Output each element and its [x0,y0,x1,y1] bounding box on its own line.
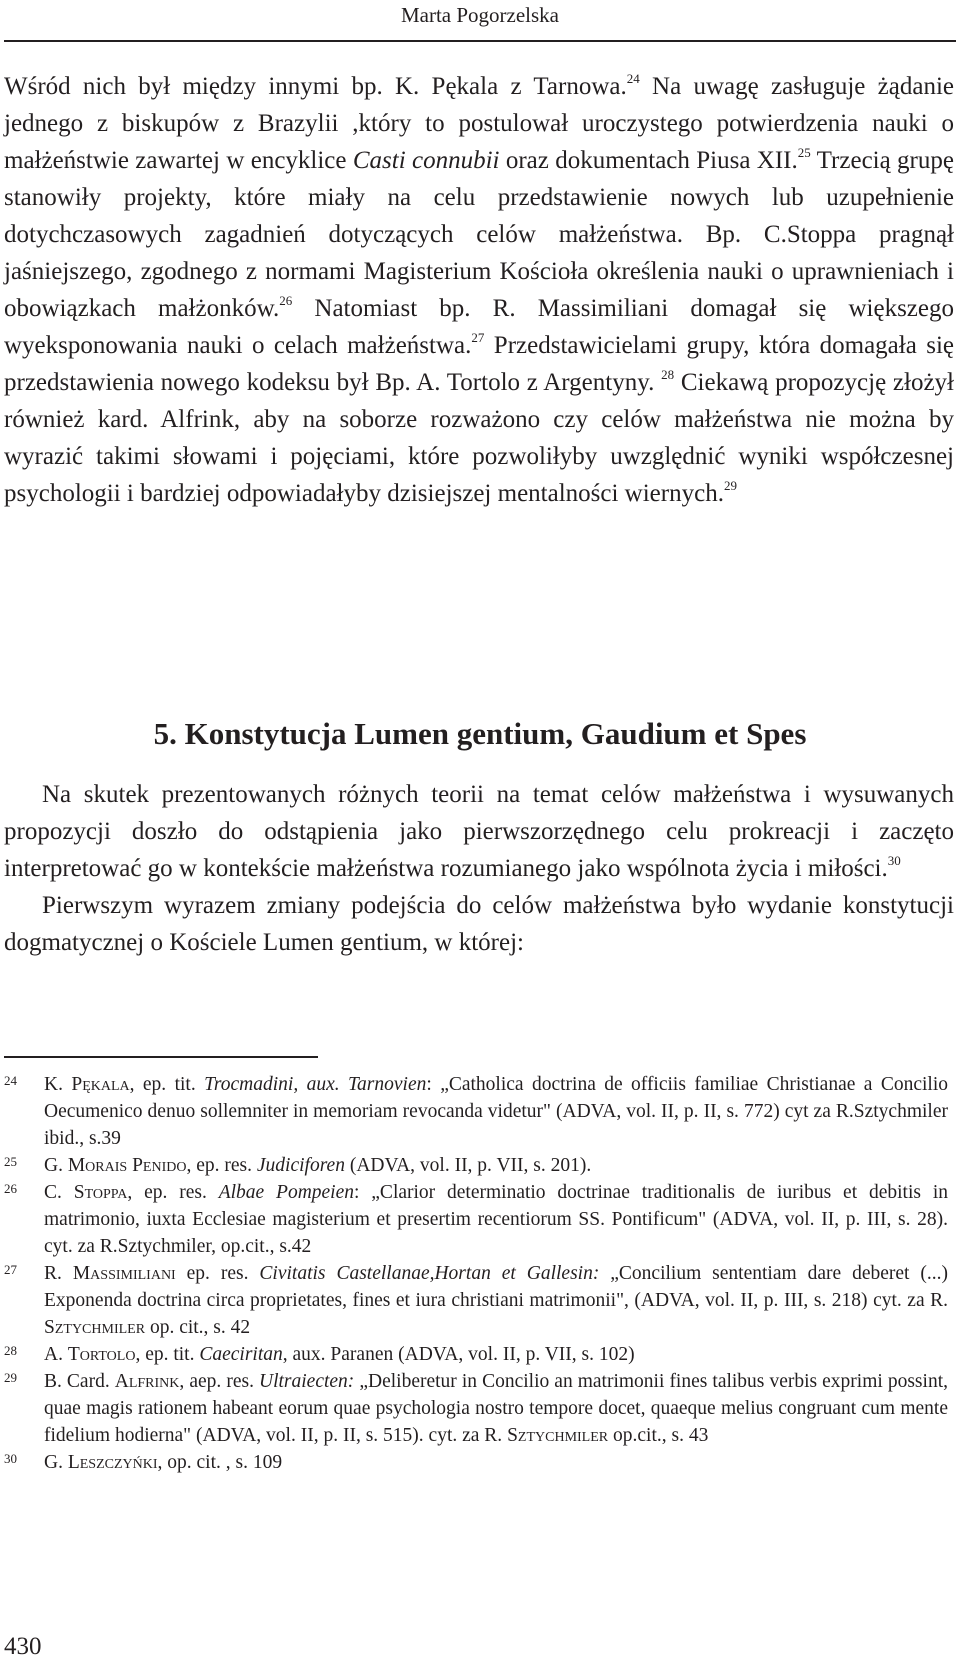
footnote-ref[interactable]: 25 [797,145,811,160]
section-paragraph: Pierwszym wyrazem zmiany podejścia do celów małżeństwa było wydanie konstytucji dogmatycznej o Kościele Lumen gentium, w której: [4,892,954,956]
footnote-29: 29 B. Card. Alfrink, aep. res. Ultraiecten: „Deliberetur in Concilio an matrimonii fines talibus verbis exprimi possint, quae magis rationem habeant eorum quae psychologia nostro tempore docet, quaeque melius congruant cum mente fidelium hodierna" (ADVA, vol. II, p. II, s. 515). cyt. za R. Sztychmiler op.cit., s. 43 [4,1370,948,1446]
footnote-ref[interactable]: 24 [626,71,640,86]
section-heading: 5. Konstytucja Lumen gentium, Gaudium et Spes [153,716,807,751]
main-text [4,68,954,512]
footnote-ref[interactable]: 28 [661,367,675,382]
footnote-number: 26 [4,1181,17,1196]
footnote-30: 30 G. Leszczyńki, op. cit. , s. 109 [4,1451,283,1473]
footnote-number: 27 [4,1262,17,1277]
page-header [0,0,960,46]
footnote-number: 25 [4,1154,17,1169]
page-number: 430 [4,1633,42,1660]
footnote-ref[interactable]: 27 [471,330,485,345]
footnote-25: 25 G. Morais Penido, ep. res. Judiciforen (ADVA, vol. II, p. VII, s. 201). [4,1154,592,1176]
footnote-number: 29 [4,1370,17,1385]
section-text [4,776,954,961]
footnote-27: 27 R. Massimiliani ep. res. Civitatis Castellanae,Hortan et Gallesin: „Concilium sententiam dare deberet (...) Exponenda doctrina circa proprietates, fines et iura christiani matrimonii", (ADVA, vol. II, p. III, s. 218) cyt. za R. Sztychmiler op. cit., s. 42 [4,1262,948,1338]
footnote-ref[interactable]: 29 [723,478,737,493]
footnote-number: 30 [4,1451,17,1466]
running-head: Marta Pogorzelska [400,3,560,27]
footnote-ref[interactable]: 30 [887,853,901,868]
footnote-28: 28 A. Tortolo, ep. tit. Caeciritan, aux. Paranen (ADVA, vol. II, p. VII, s. 102) [4,1343,635,1365]
header-rule [4,40,956,42]
body-paragraph: Wśród nich był między innymi bp. K. Pękala z Tarnowa.$^{24}$ Na uwagę zasługuje żądanie jednego z biskupów z Brazylii ,który to postulował uroczystego potwierdzenia nauki o małżeństwie zawartej w encyklice Casti connubii oraz dokumentach Piusa XII.$^{25}$ Trzecią grupę stanowiły projekty, które miały na celu przedstawienie nowych lub uzupełnienie dotychczasowych zagadnień dotyczących celów małżeństwa. Bp. C.Stoppa pragnął jaśniejszego, zgodnego z normami Magisterium Kościoła określenia nauki o uprawnieniach i obowiązkach małżonków.$^{26}$ Natomiast bp. R. Massimiliani domagał się większego wyeksponowania nauki o celach małżeństwa.$^{27}$ Przedstawicielami grupy, która domagała się przedstawienia nowego kodeksu był Bp. A. Tortolo z Argentyny. $^{28}$ Ciekawą propozycję złożył również kard. Alfrink, aby na soborze rozważono czy celów małżeństwa nie można by wyrazić takimi słowami i pojęciami, które pozwoliłyby uwzględnić wyniki współczesnej psychologii i bardziej odpowiadałyby dzisiejszej mentalności wiernych.$^{29}$ [4,71,955,507]
footnote-26: 26 C. Stoppa, ep. res. Albae Pompeien: „Clarior determinatio doctrinae traditionalis de iuribus et debitis in matrimonio, iuxta Ecclesiae magisterium et presertim recentiorum SS. Pontificum" (ADVA, vol. II, p. III, s. 28). cyt. za R.Sztychmiler, op.cit., s.42 [4,1181,948,1257]
section-paragraph: Na skutek prezentowanych różnych teorii na temat celów małżeństwa i wysuwanych propozycji doszło do odstąpienia jako pierwszorzędnego celu prokreacji i zaczęto interpretować go w kontekście małżeństwa rozumianego jako wspólnota życia i miłości.$^{30}$ [4,781,954,882]
footnotes [4,1071,948,1476]
footnote-24: 24 K. Pękala, ep. tit. Trocmadini, aux. Tarnovien: „Catholica doctrina de officiis familiae Christianae a Concilio Oecumenico denuo sollemniter in memoriam revocanda videtur" (ADVA, vol. II, p. II, s. 772) cyt za R.Sztychmiler ibid., s.39 [4,1073,949,1149]
footnote-separator [4,1056,318,1058]
footnote-ref[interactable]: 26 [279,293,293,308]
footnote-number: 28 [4,1343,17,1358]
footnote-number: 24 [4,1073,17,1088]
